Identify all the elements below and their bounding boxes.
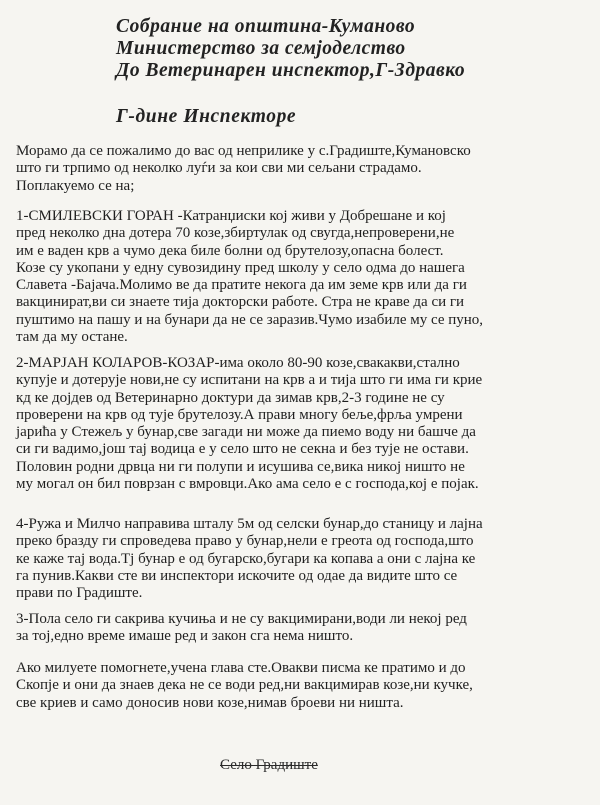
header-line-assembly: Собрание на општина-Куманово bbox=[116, 16, 416, 37]
letter-header bbox=[116, 16, 465, 82]
text-line: Славета -Бајача.Молимо ве да пратите некога да им земе крв или да ги bbox=[16, 277, 467, 294]
text-line: га пунив.Какви сте ви инспектори искочите од одае да видите што се bbox=[16, 567, 458, 584]
header-line-recipient: До Ветеринарен инспектор,Г-Здравко bbox=[116, 60, 466, 81]
text-line: вакцинират,ви си знаете тија докторски работе. Стра не краве да си ги bbox=[16, 294, 465, 311]
text-line: 2-МАРЈАН КОЛАРОВ-КОЗАР-има около 80-90 козе,свакакви,стално bbox=[16, 355, 460, 371]
text-line: проверени на крв од тује брутелозу.А прави многу беље,фрља умрени bbox=[16, 406, 463, 423]
text-line: кд ке дојдев од Ветеринарно доктури да зимав крв,2-3 године не су bbox=[16, 389, 445, 406]
complaint-paragraph-1 bbox=[16, 208, 588, 346]
text-line: купује и дотерује нови,не су испитани на крв а и тија што ги има ги крие bbox=[16, 372, 483, 389]
complaint-paragraph-2 bbox=[16, 355, 588, 493]
text-line: Скопје и они да знаев дека не се води ред,ни вакцимирав козе,ни кучке, bbox=[16, 677, 473, 694]
complaint-paragraph-4 bbox=[16, 516, 588, 602]
text-line: им е ваден крв а чумо дека биле болни од брутелозу,опасна болест. bbox=[16, 242, 444, 259]
text-line: 1-СМИЛЕВСКИ ГОРАН -Катранџиски кој живи у Добрешане и кој bbox=[16, 208, 446, 224]
text-line: му могал он бил поврзан с вмровци.Ако ама село е с господа,кој е појак. bbox=[16, 476, 479, 493]
text-line: 4-Ружа и Милчо направива шталу 5м од селски бунар,до станицу и лајна bbox=[16, 516, 483, 532]
text-line: пред неколко дна дотера 70 козе,збиртулак од свугда,непроверени,не bbox=[16, 225, 455, 242]
text-line: Морамо да се пожалимо до вас од неприлике у с.Градиште,Кумановско bbox=[16, 143, 471, 159]
text-line: там да му остане. bbox=[16, 329, 128, 346]
complaint-paragraph-3 bbox=[16, 611, 588, 646]
text-line: Поплакуемо се на; bbox=[16, 177, 135, 194]
header-line-ministry: Министерство за семјоделство bbox=[116, 38, 406, 59]
text-line: све криев и само доносив нови козе,нимав броеви ни ништа. bbox=[16, 694, 404, 711]
intro-paragraph bbox=[16, 143, 588, 195]
text-line: си ги вадимо,још тај водица е у село што не секна и без тује не остави. bbox=[16, 441, 469, 458]
text-line: прави по Градиште. bbox=[16, 585, 143, 602]
salutation: Г-дине Инспекторе bbox=[116, 106, 297, 127]
text-line: за тој,едно време имаше ред и закон сга нема ништо. bbox=[16, 628, 354, 645]
text-line: ке каже тај вода.Тј бунар е од бугарско,бугари ка копава а они с лајна ке bbox=[16, 550, 476, 567]
text-line: 3-Пола село ги сакрива кучиња и не су вакцимирани,води ли некој ред bbox=[16, 611, 467, 627]
signature: Село Градиште bbox=[220, 757, 318, 773]
text-line: што ги трпимо од неколко луѓи за кои сви ми сељани страдамо. bbox=[16, 160, 422, 177]
text-line: Ако милуете помогнете,учена глава сте.Овакви писма ке пратимо и до bbox=[16, 660, 466, 676]
closing-paragraph bbox=[16, 660, 588, 712]
text-line: јарића у Стежељ у бунар,све загади ни може да пиемо воду ни башче да bbox=[16, 424, 476, 441]
text-line: Козе су укопани у едну сувозидину пред школу у село одма до нашега bbox=[16, 259, 465, 276]
text-line: пуштимо на пашу и на бунари да не се заразив.Чумо изабиле му се пуно, bbox=[16, 311, 484, 328]
text-line: Половин родни дрвца ни ги полупи и исушива се,вика никој ништо не bbox=[16, 458, 465, 475]
text-line: преко бразду ги спроведева право у бунар,нели е греота од господа,што bbox=[16, 533, 474, 550]
